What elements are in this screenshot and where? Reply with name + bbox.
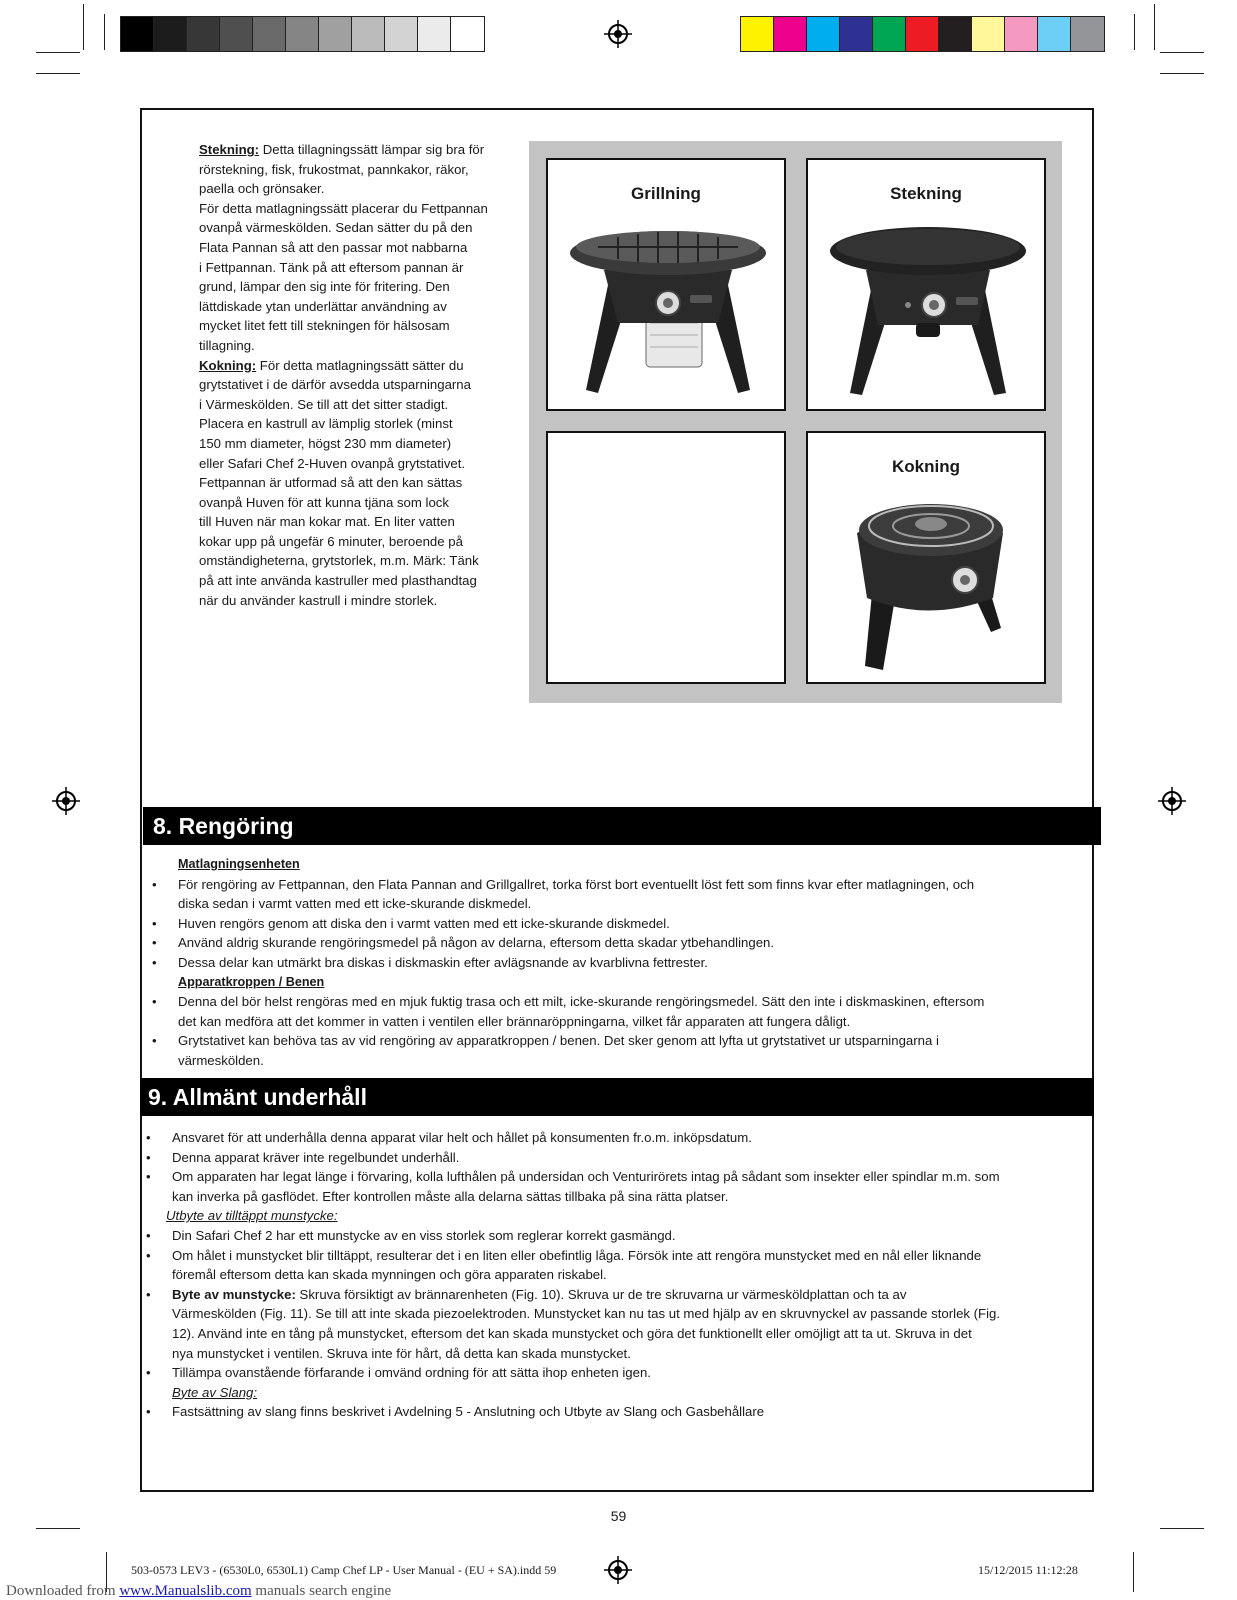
color-swatch xyxy=(939,17,972,51)
list-item: • För rengöring av Fettpannan, den Flata Pannan and Grillgallret, torka först bort eventuellt löst fett som finns kvar efter matlagningen, och diska sedan i varmt vatten med ett icke-skurande diskmedel. xyxy=(140,875,1080,914)
section-8-content xyxy=(140,855,1080,1071)
kokning-line: 150 mm diameter, högst 230 mm diameter) xyxy=(199,435,452,451)
crop-mark xyxy=(36,1528,80,1529)
figure-empty xyxy=(546,431,786,684)
list-item: • Din Safari Chef 2 har ett munstycke av en viss storlek som reglerar korrekt gasmängd. xyxy=(134,1226,1089,1246)
download-notice: Downloaded from www.Manualslib.com manuals search engine xyxy=(6,1583,392,1599)
kokning-line: Fettpannan är utformad så att den kan sättas xyxy=(199,475,463,491)
crop-mark xyxy=(1160,73,1204,74)
figure-caption: Kokning xyxy=(892,457,960,476)
process-color-bar xyxy=(740,16,1105,52)
stekning-line: Detta tillagningssätt lämpar sig bra för xyxy=(259,142,485,157)
section-8-header: 8. Rengöring xyxy=(143,807,1101,845)
color-swatch xyxy=(319,17,352,51)
color-swatch xyxy=(253,17,286,51)
color-swatch xyxy=(154,17,187,51)
list-item: • Fastsättning av slang finns beskrivet i Avdelning 5 - Anslutning och Utbyte av Slang och Gasbehållare xyxy=(134,1402,1089,1422)
crop-mark xyxy=(1133,1552,1134,1592)
registration-mark-icon xyxy=(52,787,80,815)
color-swatch xyxy=(972,17,1005,51)
color-swatch xyxy=(451,17,484,51)
stekning-line: Flata Pannan så att den passar mot nabbarna xyxy=(199,239,468,255)
kokning-line: när du använder kastrull i mindre storlek. xyxy=(199,592,438,608)
color-swatch xyxy=(187,17,220,51)
color-swatch xyxy=(741,17,774,51)
figure-stekning xyxy=(806,158,1046,411)
stekning-line: mycket litet fett till stekningen för hälsosam xyxy=(199,318,450,334)
list-item: • Om apparaten har legat länge i förvaring, kolla lufthålen på undersidan och Venturirörets intag på sådant som insekter eller spindlar m.m. som kan inverka på gasflödet. Efter kontrollen måste alla delarna sättas tillbaka på sina rätta platser. xyxy=(134,1167,1089,1206)
color-swatch xyxy=(286,17,319,51)
stekning-line: rörstekning, fisk, frukostmat, pannkakor, räkor, xyxy=(199,161,469,177)
registration-mark-icon xyxy=(1158,787,1186,815)
color-swatch xyxy=(774,17,807,51)
list-item: • Denna del bör helst rengöras med en mjuk fuktig trasa och ett milt, icke-skurande rengöringsmedel. Sätt den inte i diskmaskinen, eftersom det kan medföra att det kommer in vatten i ventilen eller brännaröppningarna, vilket får apparaten att fungera dåligt. xyxy=(140,992,1080,1031)
color-swatch xyxy=(1038,17,1071,51)
manualslib-link[interactable]: www.Manualslib.com xyxy=(119,1583,252,1599)
list-item: • Använd aldrig skurande rengöringsmedel på någon av delarna, eftersom detta skadar ytbehandlingen. xyxy=(140,933,1080,953)
color-swatch xyxy=(352,17,385,51)
color-swatch xyxy=(1071,17,1104,51)
subheading: Byte av Slang: xyxy=(172,1384,258,1400)
kokning-label: Kokning: xyxy=(199,357,257,373)
crop-mark xyxy=(83,4,84,50)
crop-mark xyxy=(1154,4,1155,50)
list-item: • Grytstativet kan behöva tas av vid rengöring av apparatkroppen / benen. Det sker genom att lyfta ut grytstativet ur utsparningarna i värmeskölden. xyxy=(140,1031,1080,1070)
list-item: • Denna apparat kräver inte regelbundet underhåll. xyxy=(134,1148,1089,1168)
stekning-line: tillagning. xyxy=(199,337,255,353)
registration-mark-icon xyxy=(604,20,632,48)
kokning-line: i Värmeskölden. Se till att det sitter stadigt. xyxy=(199,396,449,412)
kokning-line: ovanpå Huven för att kunna tjäna som lock xyxy=(199,494,449,510)
stekning-line: i Fettpannan. Tänk på att eftersom pannan är xyxy=(199,259,464,275)
color-swatch xyxy=(418,17,451,51)
subheading: Matlagningsenheten xyxy=(178,857,300,871)
gray-color-bar xyxy=(120,16,485,52)
stekning-line: lättdiskade ytan underlättar användning av xyxy=(199,298,447,314)
subheading: Apparatkroppen / Benen xyxy=(178,974,325,989)
section-9-content xyxy=(134,1128,1089,1422)
list-item: • Dessa delar kan utmärkt bra diskas i diskmaskin efter avlägsnande av kvarblivna fettrester. xyxy=(140,953,1080,973)
crop-mark xyxy=(104,14,105,50)
griddle-stove-icon xyxy=(828,215,1028,405)
stekning-line: För detta matlagningssätt placerar du Fettpannan xyxy=(199,200,488,216)
section-9-header: 9. Allmänt underhåll xyxy=(140,1078,1094,1116)
kokning-line: För detta matlagningssätt sätter du xyxy=(256,357,464,373)
figure-grillning xyxy=(546,158,786,411)
figure-kokning xyxy=(806,431,1046,684)
footer-timestamp: 15/12/2015 11:12:28 xyxy=(978,1563,1078,1577)
stekning-line: paella och grönsaker. xyxy=(199,181,325,197)
figure-panel xyxy=(529,141,1062,703)
crop-mark xyxy=(36,52,80,53)
cooking-stove-icon xyxy=(843,488,1013,678)
kokning-line: Placera en kastrull av lämplig storlek (minst xyxy=(199,416,453,432)
list-item: • Om hålet i munstycket blir tilltäppt, resulterar det i en liten eller obefintlig låga. Försök inte att rengöra munstycket med en nål eller liknande föremål eftersom detta kan skada mynningen och göra apparaten riskabel. xyxy=(134,1246,1089,1285)
color-swatch xyxy=(385,17,418,51)
subheading: Utbyte av tilltäppt munstycke: xyxy=(166,1208,338,1224)
kokning-line: på att inte använda kastruller med plasthandtag xyxy=(199,573,477,589)
crop-mark xyxy=(1160,52,1204,53)
page-number: 59 xyxy=(610,1508,627,1524)
color-swatch xyxy=(807,17,840,51)
crop-mark xyxy=(36,73,80,74)
crop-mark xyxy=(1134,14,1135,50)
kokning-line: kokar upp på ungefär 6 minuter, beroende på xyxy=(199,533,463,549)
color-swatch xyxy=(121,17,154,51)
list-item: • Huven rengörs genom att diska den i varmt vatten med ett icke-skurande diskmedel. xyxy=(140,914,1080,934)
cooking-methods-text xyxy=(199,140,519,610)
kokning-line: grytstativet i de därför avsedda utsparningarna xyxy=(199,377,471,393)
color-swatch xyxy=(220,17,253,51)
list-item: • Tillämpa ovanstående förfarande i omvänd ordning för att sätta ihop enheten igen. xyxy=(134,1363,1089,1383)
footer-file-info: 503-0573 LEV3 - (6530L0, 6530L1) Camp Chef LP - User Manual - (EU + SA).indd 59 xyxy=(131,1563,557,1577)
stekning-label: Stekning: xyxy=(199,142,260,157)
stekning-line: ovanpå värmeskölden. Sedan sätter du på den xyxy=(199,220,473,236)
kokning-line: eller Safari Chef 2-Huven ovanpå grytstativet. xyxy=(199,455,466,471)
registration-mark-icon xyxy=(604,1556,632,1584)
stekning-line: grund, lämpar den sig inte för fritering. Den xyxy=(199,279,450,295)
color-swatch xyxy=(906,17,939,51)
color-swatch xyxy=(873,17,906,51)
crop-mark xyxy=(1160,1528,1204,1529)
kokning-line: omständigheterna, grytstorlek, m.m. Märk: Tänk xyxy=(199,553,479,569)
list-item: • Byte av munstycke: Skruva försiktigt av brännarenheten (Fig. 10). Skruva ur de tre skruvarna ur värmesköldplattan och ta av Värmeskölden (Fig. 11). Se till att inte skada piezoelektroden. Munstycket kan nu tas ut med hjälp av en skruvnyckel av passande storlek (Fig. 12). Använd inte en tång på munstycket, eftersom det kan skada munstycket och göra det funktionellt eller omöjligt att ta ut. Skruva in det nya munstycket i ventilen. Skruva inte för hårt, då detta kan skada munstycket. xyxy=(134,1285,1089,1363)
figure-caption: Grillning xyxy=(631,184,701,203)
color-swatch xyxy=(1005,17,1038,51)
figure-caption: Stekning xyxy=(890,184,962,203)
list-item: • Ansvaret för att underhålla denna apparat vilar helt och hållet på konsumenten fr.o.m. inköpsdatum. xyxy=(134,1128,1089,1148)
color-swatch xyxy=(840,17,873,51)
grill-stove-icon xyxy=(568,215,768,405)
kokning-line: till Huven när man kokar mat. En liter vatten xyxy=(199,514,455,530)
